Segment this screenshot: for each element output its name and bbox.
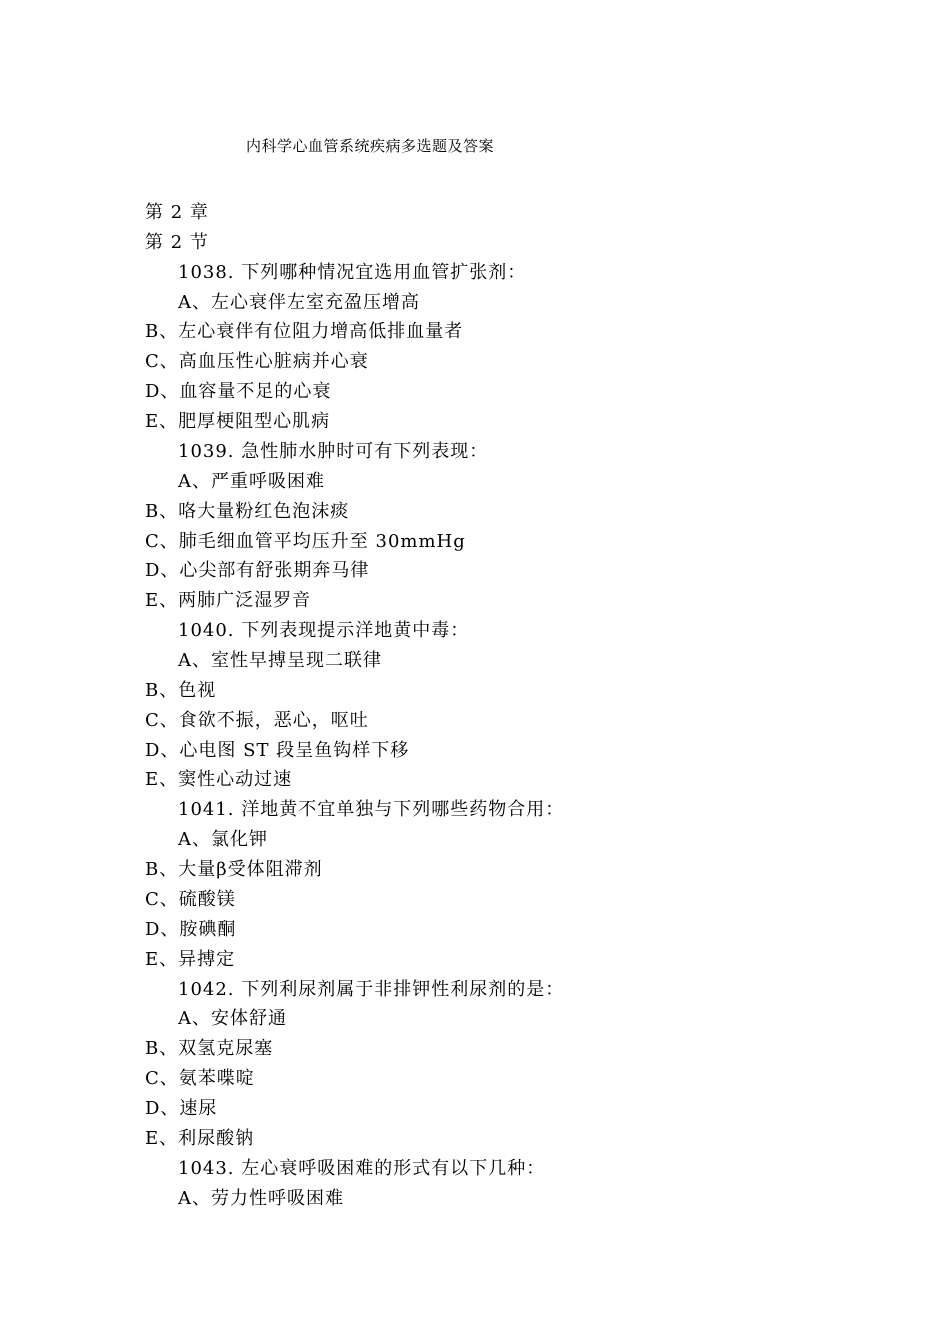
option-a: A、安体舒通 — [178, 1008, 287, 1029]
option-b: B、左心衰伴有位阻力增高低排血量者 — [145, 321, 464, 342]
document-title: 内科学心血管系统疾病多选题及答案 — [246, 137, 495, 155]
section-heading: 第 2 节 — [145, 232, 209, 253]
option-b: B、大量β受体阻滞剂 — [145, 859, 323, 880]
option-c: C、食欲不振，恶心，呕吐 — [145, 710, 369, 731]
option-a: A、严重呼吸困难 — [178, 471, 325, 492]
question-stem: 1040. 下列表现提示洋地黄中毒： — [178, 620, 470, 641]
chapter-heading: 第 2 章 — [145, 202, 209, 223]
option-d: D、胺碘酮 — [145, 919, 237, 940]
option-b: B、咯大量粉红色泡沫痰 — [145, 501, 350, 522]
option-b: B、双氢克尿塞 — [145, 1038, 274, 1059]
question-stem: 1041. 洋地黄不宜单独与下列哪些药物合用： — [178, 799, 565, 820]
option-e: E、窦性心动过速 — [145, 769, 293, 790]
option-e: E、两肺广泛湿罗音 — [145, 590, 312, 611]
option-d: D、心电图 ST 段呈鱼钩样下移 — [145, 740, 410, 761]
question-stem: 1038. 下列哪种情况宜选用血管扩张剂： — [178, 262, 527, 283]
option-c: C、硫酸镁 — [145, 889, 236, 910]
option-c: C、氨苯喋啶 — [145, 1068, 255, 1089]
option-e: E、肥厚梗阻型心肌病 — [145, 411, 331, 432]
option-d: D、血容量不足的心衰 — [145, 381, 332, 402]
question-stem: 1043. 左心衰呼吸困难的形式有以下几种： — [178, 1158, 546, 1179]
option-c: C、高血压性心脏病并心衰 — [145, 351, 369, 372]
option-b: B、色视 — [145, 680, 217, 701]
question-stem: 1039. 急性肺水肿时可有下列表现： — [178, 441, 489, 462]
option-c: C、肺毛细血管平均压升至 30mmHg — [145, 531, 466, 552]
option-d: D、速尿 — [145, 1098, 218, 1119]
option-a: A、劳力性呼吸困难 — [178, 1188, 344, 1209]
option-a: A、室性早搏呈现二联律 — [178, 650, 382, 671]
question-stem: 1042. 下列利尿剂属于非排钾性利尿剂的是： — [178, 979, 565, 1000]
option-a: A、氯化钾 — [178, 829, 268, 850]
option-e: E、利尿酸钠 — [145, 1128, 255, 1149]
option-e: E、异搏定 — [145, 949, 236, 970]
option-a: A、左心衰伴左室充盈压增高 — [178, 292, 420, 313]
option-d: D、心尖部有舒张期奔马律 — [145, 560, 370, 581]
